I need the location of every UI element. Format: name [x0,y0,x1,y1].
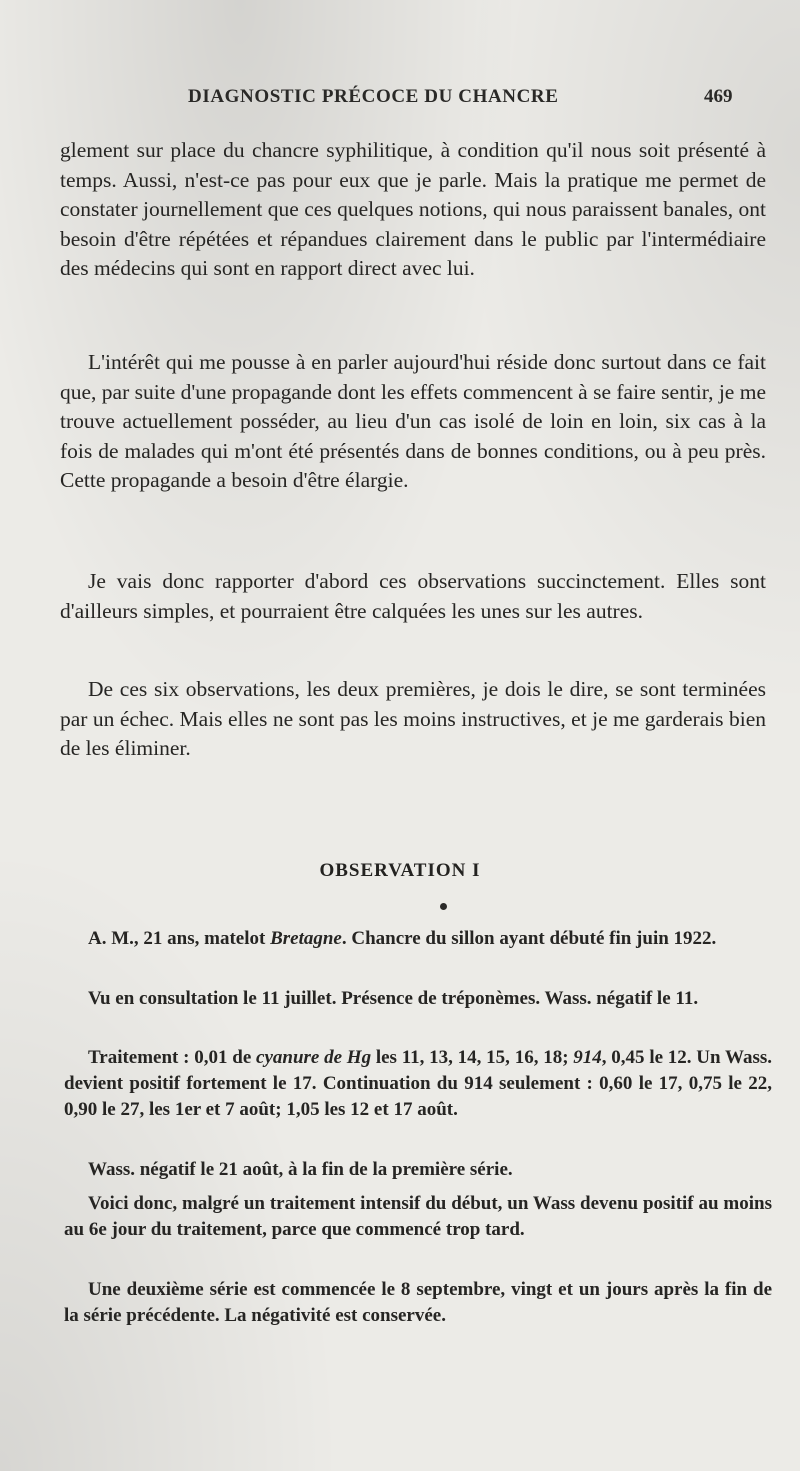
patient-place: Bretagne [270,928,342,949]
treatment-rest: , 0,45 le 12. Un Wass. devient positif fortement le 17. Continuation du 914 seulement : 0,60 le 17, 0,75 le 22, 0,90 le 27, les 1er et 7 août; 1,05 les 12 et 17 août. [64,1047,772,1120]
patient-intro-rest: . Chancre du sillon ayant débuté fin juin 1922. [341,928,717,949]
patient-intro: A. M., 21 ans, matelot [88,928,271,949]
running-header: DIAGNOSTIC PRÉCOCE DU CHANCRE [188,86,559,107]
page-number: 469 [704,86,733,107]
treatment-914: 914 [573,1047,602,1068]
observation-wass-negative [64,1157,772,1183]
paragraph-1 [60,136,766,284]
paragraph-text: L'intérêt qui me pousse à en parler aujourd'hui réside donc surtout dans ce fait que, par suite d'une propagande dont les effets commencent à se faire sentir, je me trouve actuellement posséder, au lieu d'un cas isolé de loin en loin, six cas à la fois de malades qui m'ont été présentés dans de bonnes conditions, ou à peu près. Cette propagande a besoin d'être élargie. [60,350,766,492]
paragraph-text: Je vais donc rapporter d'abord ces observations succinctement. Elles sont d'ailleurs simples, et pourraient être calquées les unes sur les autres. [60,569,766,623]
bullet-ornament [440,903,447,910]
paragraph-text: glement sur place du chancre syphilitique, à condition qu'il nous soit présenté à temps. Aussi, n'est-ce pas pour eux que je parle. Mais la pratique me permet de constater journellement que ces quelques notions, qui nous paraissent banales, ont besoin d'être répétées et répandues clairement dans le public par l'intermédiaire des médecins qui sont en rapport direct avec lui. [60,138,766,280]
observation-heading: OBSERVATION I [319,860,481,881]
observation-second-series [64,1277,772,1329]
paragraph-4 [60,675,766,764]
observation-patient-line [64,926,772,952]
paragraph-text: De ces six observations, les deux premières, je dois le dire, se sont terminées par un échec. Mais elles ne sont pas les moins instructives, et je me garderais bien de les éliminer. [60,677,766,760]
consultation-text: Vu en consultation le 11 juillet. Présence de tréponèmes. Wass. négatif le 11. [88,988,699,1009]
comment-text: Voici donc, malgré un traitement intensif du début, un Wass devenu positif au moins au 6e jour du traitement, parce que commencé trop tard. [64,1193,772,1240]
observation-consultation [64,986,772,1012]
observation-treatment [64,1045,772,1123]
treatment-dates: les 11, 13, 14, 15, 16, 18; [371,1047,574,1068]
treatment-intro: Traitement : 0,01 de [88,1047,257,1068]
observation-comment [64,1191,772,1243]
second-series-text: Une deuxième série est commencée le 8 septembre, vingt et un jours après la fin de la série précédente. La négativité est conservée. [64,1279,772,1326]
wass-text: Wass. négatif le 21 août, à la fin de la première série. [88,1159,513,1180]
treatment-drug: cyanure de Hg [256,1047,372,1068]
paragraph-3 [60,567,766,626]
paragraph-2 [60,348,766,496]
